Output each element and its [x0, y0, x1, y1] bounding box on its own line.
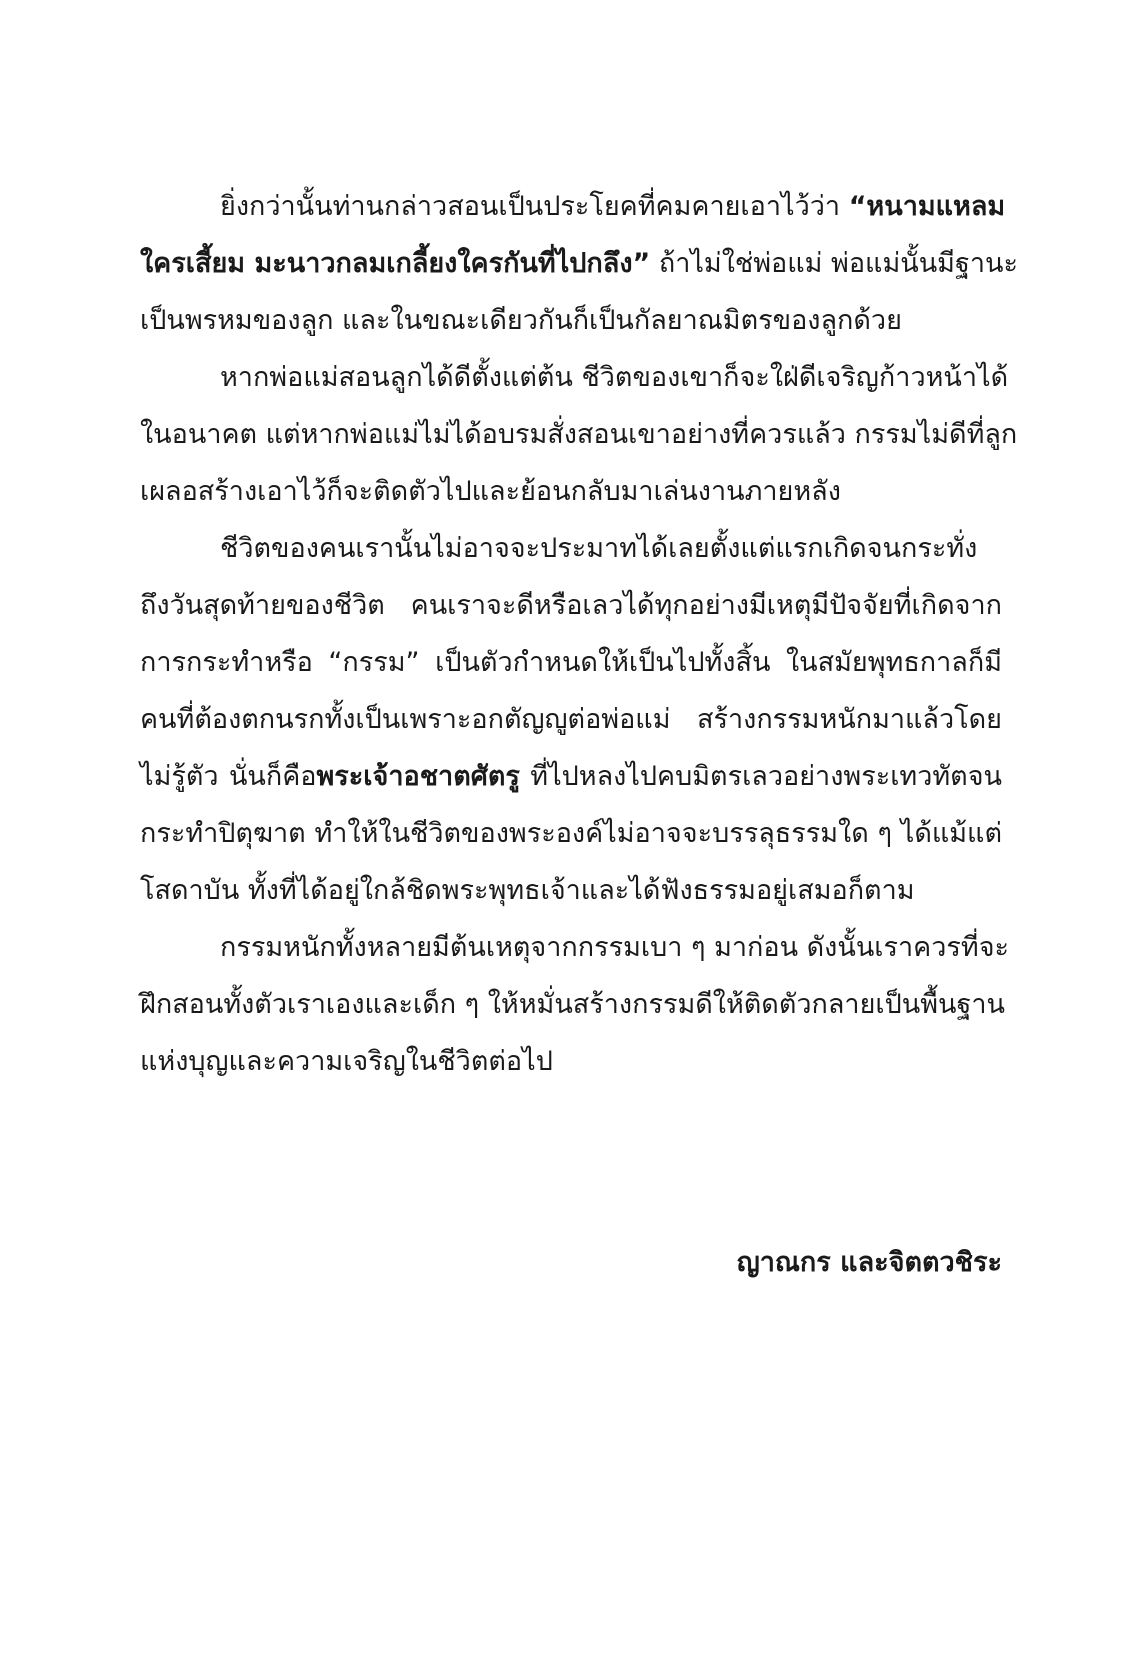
- paragraph-4-line-1: [140, 919, 1010, 976]
- paragraph-2-line-3: [140, 463, 1002, 520]
- text-run: กระทำปิตุฆาต ทำให้ในชีวิตของพระองค์ไม่อาจจะบรรลุธรรมใด ๆ ได้แม้แต่: [140, 818, 1002, 849]
- paragraph-1-line-3: [140, 292, 1002, 349]
- paragraph-3-line-5: [140, 748, 1002, 805]
- paragraph-3-line-1: [140, 520, 1002, 577]
- paragraph-2-line-1: [140, 349, 1009, 406]
- text-run: ยิ่งกว่านั้นท่านกล่าวสอนเป็นประโยคที่คมคายเอาไว้ว่า: [220, 191, 849, 222]
- name-bold: พระเจ้าอชาตศัตรู: [316, 761, 520, 792]
- paragraph-3-line-3: [140, 634, 1002, 691]
- text-run: ไม่รู้ตัว นั่นก็คือ: [140, 761, 317, 792]
- text-run: เผลอสร้างเอาไว้ก็จะติดตัวไปและย้อนกลับมาเล่นงานภายหลัง: [140, 476, 841, 507]
- text-run: ถึงวันสุดท้ายของชีวิต คนเราจะดีหรือเลวได้ทุกอย่างมีเหตุมีปัจจัยที่เกิดจาก: [140, 590, 1002, 621]
- text-run: ฝึกสอนทั้งตัวเราเองและเด็ก ๆ ให้หมั่นสร้างกรรมดีให้ติดตัวกลายเป็นพื้นฐาน: [140, 989, 1006, 1020]
- text-run: ในอนาคต แต่หากพ่อแม่ไม่ได้อบรมสั่งสอนเขาอย่างที่ควรแล้ว กรรมไม่ดีที่ลูก: [140, 419, 1018, 450]
- text-run: ชีวิตของคนเรานั้นไม่อาจจะประมาทได้เลยตั้งแต่แรกเกิดจนกระทั่ง: [220, 533, 978, 564]
- paragraph-1-line-2: [140, 235, 1018, 292]
- text-run: การกระทำหรือ “กรรม” เป็นตัวกำหนดให้เป็นไปทั้งสิ้น ในสมัยพุทธกาลก็มี: [140, 647, 1002, 678]
- text-run: ที่ไปหลงไปคบมิตรเลวอย่างพระเทวทัตจน: [519, 761, 1002, 792]
- text-run: กรรมหนักทั้งหลายมีต้นเหตุจากกรรมเบา ๆ มาก่อน ดังนั้นเราควรที่จะ: [220, 932, 1010, 963]
- quote-bold: ใครเสี้ยม มะนาวกลมเกลี้ยงใครกันที่ไปกลึง”: [140, 248, 651, 279]
- paragraph-3-line-2: [140, 577, 1002, 634]
- paragraph-4-line-2: [140, 976, 1006, 1033]
- text-run: โสดาบัน ทั้งที่ได้อยู่ใกล้ชิดพระพุทธเจ้าและได้ฟังธรรมอยู่เสมอก็ตาม: [140, 875, 915, 906]
- text-run: แห่งบุญและความเจริญในชีวิตต่อไป: [140, 1046, 553, 1077]
- paragraph-3-line-6: [140, 805, 1002, 862]
- author-signature: ญาณกร และจิตตวชิระ: [736, 1247, 1002, 1278]
- paragraph-2-line-2: [140, 406, 1018, 463]
- text-run: คนที่ต้องตกนรกทั้งเป็นเพราะอกตัญญูต่อพ่อแม่ สร้างกรรมหนักมาแล้วโดย: [140, 704, 1002, 735]
- paragraph-3-line-7: [140, 862, 1002, 919]
- paragraph-4-line-3: [140, 1033, 1002, 1090]
- quote-bold: “หนามแหลม: [848, 191, 1006, 222]
- text-run: หากพ่อแม่สอนลูกได้ดีตั้งแต่ต้น ชีวิตของเขาก็จะใฝ่ดีเจริญก้าวหน้าได้: [220, 362, 1009, 393]
- body-text: [140, 178, 1018, 1090]
- paragraph-1-line-1: [140, 178, 1006, 235]
- text-run: เป็นพรหมของลูก และในขณะเดียวกันก็เป็นกัลยาณมิตรของลูกด้วย: [140, 305, 902, 336]
- text-run: ถ้าไม่ใช่พ่อแม่ พ่อแม่นั้นมีฐานะ: [650, 248, 1018, 279]
- paragraph-3-line-4: [140, 691, 1002, 748]
